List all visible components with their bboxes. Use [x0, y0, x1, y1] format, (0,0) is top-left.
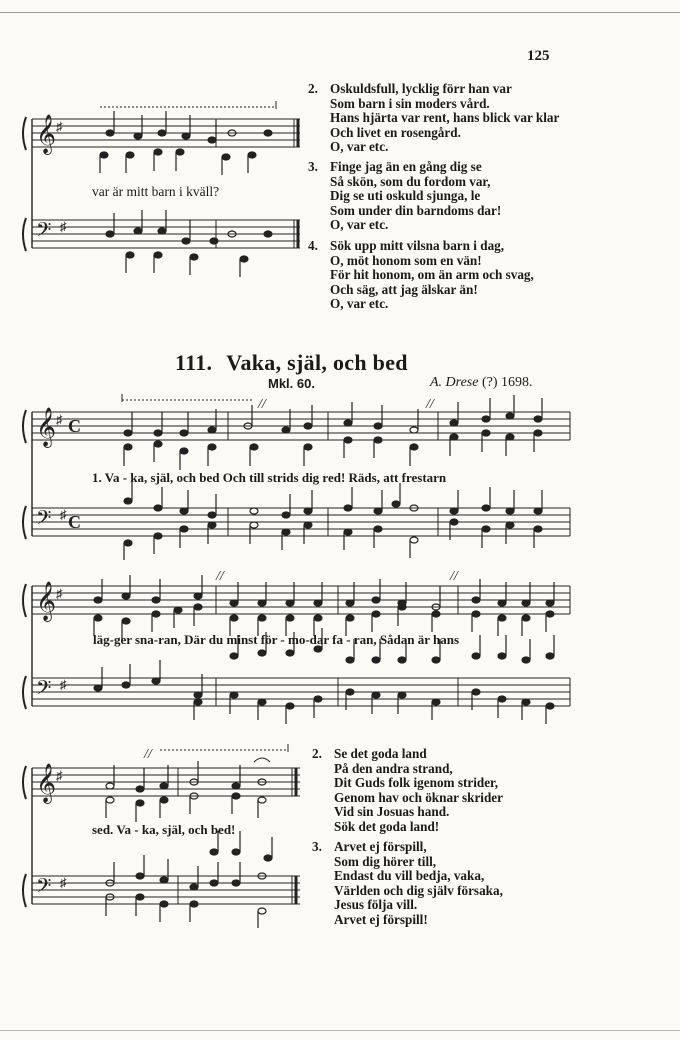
- svg-text:♯: ♯: [60, 677, 67, 692]
- stanza-prev-2: 2. Oskuldsfull, lycklig förr han var Som barn i sin moders vård. Hans hjärta var rent, hans blick var klar Och livet en rosengård. O, var etc.: [308, 81, 560, 155]
- hymn-number: 111.: [175, 350, 213, 375]
- svg-text:𝄞: 𝄞: [36, 409, 57, 446]
- svg-text:𝄢: 𝄢: [36, 876, 52, 902]
- svg-text:♯: ♯: [60, 507, 67, 522]
- page-number: 125: [527, 48, 550, 64]
- page-edge-bottom: [0, 1030, 680, 1031]
- hymn-title: [175, 350, 408, 376]
- melody-reference: Mkl. 60.: [268, 376, 315, 391]
- hymn-title-text: Vaka, själ, och bed: [226, 350, 408, 375]
- composer: A. Drese (?) 1698.: [430, 375, 533, 390]
- music-system-2: [18, 568, 578, 728]
- svg-text:𝄢: 𝄢: [36, 508, 52, 534]
- svg-text:𝄞: 𝄞: [36, 583, 57, 620]
- stanza-3: 3. Arvet ej förspill, Som dig hörer till, Endast du vill bedja, vaka, Världen och dig själv försaka, Jesus följa vill. Arvet ej förspill!: [312, 839, 503, 927]
- lyric-line-2: läg-ger sna-ran, Där du minst för - mo-dar fa - ran, Sådan är hans: [93, 632, 460, 647]
- stanza-prev-3: 3. Finge jag än en gång dig se Så skön, som du fordom var, Dig se uti oskuld sjunga, le Som under din barndoms dar! O, var etc.: [308, 159, 502, 233]
- svg-text:C: C: [68, 512, 81, 532]
- svg-text:♯: ♯: [56, 412, 63, 427]
- lyric-line-0: var är mitt barn i kväll?: [92, 184, 220, 199]
- svg-text:𝄢: 𝄢: [36, 220, 52, 246]
- page-edge-top: [0, 12, 680, 13]
- svg-text:C: C: [68, 416, 81, 436]
- svg-text:𝄢: 𝄢: [36, 678, 52, 704]
- svg-text:♯: ♯: [56, 768, 63, 783]
- svg-text://: //: [144, 747, 152, 762]
- lyric-line-3: sed. Va - ka, själ, och bed!: [92, 822, 236, 837]
- lyric-line-1: 1. Va - ka, själ, och bed Och till strids dig red! Räds, att frestarn: [92, 470, 447, 485]
- svg-text:♯: ♯: [60, 875, 67, 890]
- svg-text://: //: [216, 569, 224, 584]
- svg-text://: //: [450, 569, 458, 584]
- stanza-prev-4: 4. Sök upp mitt vilsna barn i dag, O, möt honom som en vän! För hit honom, om än arm och svag, Och säg, att jag älskar än! O, var etc.: [308, 238, 534, 312]
- svg-text://: //: [258, 397, 266, 412]
- svg-text:♯: ♯: [60, 219, 67, 234]
- stanza-2: 2. Se det goda land På den andra strand, Dit Guds folk igenom strider, Genom hav och öknar skrider Vid sin Josuas hand. Sök det goda land!: [312, 746, 504, 834]
- svg-text:𝄞: 𝄞: [36, 765, 57, 802]
- svg-text:♯: ♯: [56, 586, 63, 601]
- svg-text:𝄞: 𝄞: [36, 116, 57, 153]
- svg-text://: //: [426, 397, 434, 412]
- svg-text:♯: ♯: [56, 119, 63, 134]
